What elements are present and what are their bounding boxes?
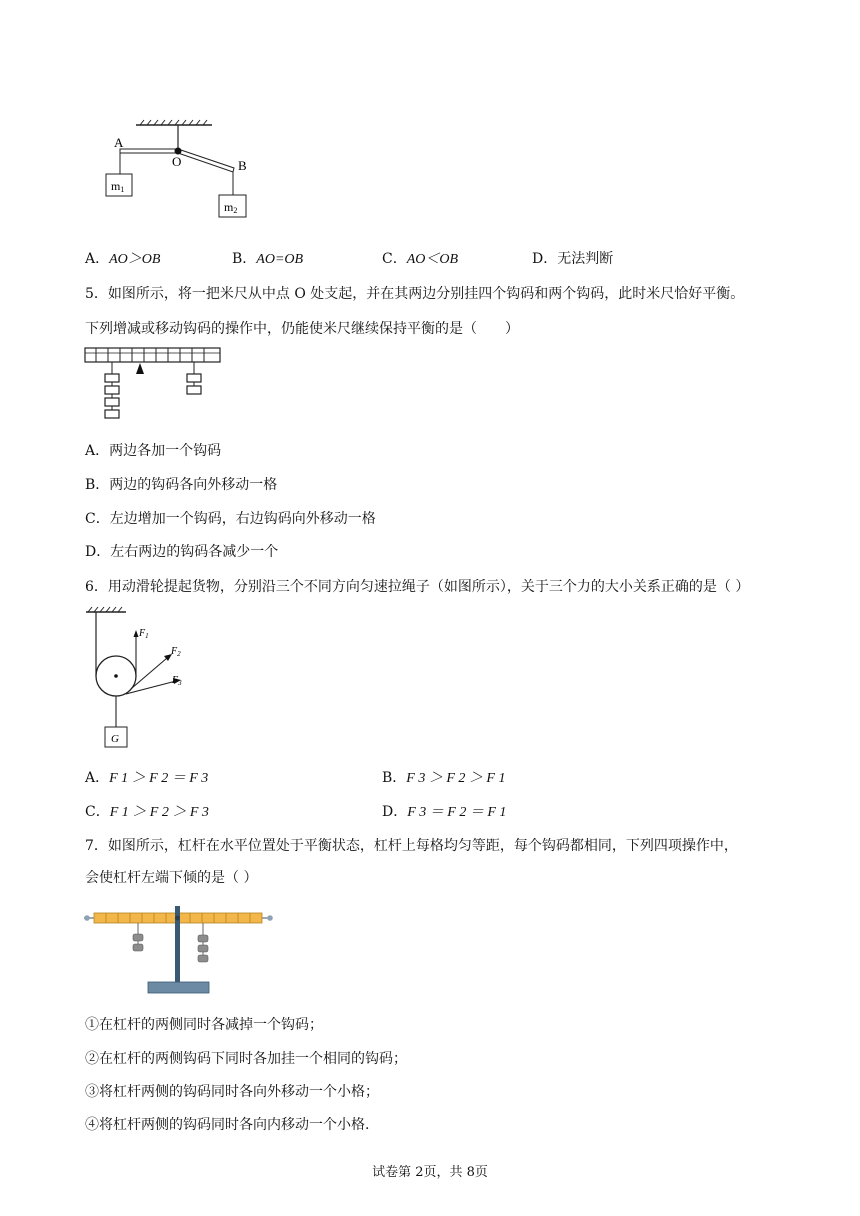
label-f3-sub: 3 xyxy=(178,679,182,687)
svg-text:F3 xyxy=(171,675,182,687)
q6-option-b[interactable]: B．F 3 ＞ F 2 ＞ F 1 xyxy=(382,770,506,786)
q4-lever-figure xyxy=(100,118,260,228)
q4-option-b[interactable]: B．AO=OB xyxy=(232,251,304,267)
label-g: G xyxy=(111,733,119,745)
label-f3: F xyxy=(172,675,179,686)
q7-lever-figure xyxy=(84,904,276,996)
label-f2: F xyxy=(171,646,178,657)
svg-text:F1 xyxy=(138,628,149,640)
q7-stem-line1: 7．如图所示，杠杆在水平位置处于平衡状态，杠杆上每格均匀等距，每个钩码都相同，下列四项操作中， xyxy=(85,838,738,854)
q4-option-a[interactable]: A．AO＞OB xyxy=(85,251,161,267)
q5-stem-line2: 下列增减或移动钩码的操作中，仍能使米尺继续保持平衡的是（ ） xyxy=(85,321,519,337)
q7-item-1: ①在杠杆的两侧同时各减掉一个钩码； xyxy=(85,1017,323,1033)
q6-option-d[interactable]: D．F 3 ＝ F 2 ＝ F 1 xyxy=(382,804,507,820)
q7-item-2: ②在杠杆的两侧钩码下同时各加挂一个相同的钩码； xyxy=(85,1051,407,1067)
q5-option-a[interactable]: A．两边各加一个钩码 xyxy=(85,443,222,459)
svg-text:F2 xyxy=(170,646,181,658)
label-m2-sub: 2 xyxy=(233,206,238,215)
q7-stem-line2: 会使杠杆左端下倾的是（ ） xyxy=(85,870,258,886)
page-footer: 试卷第 2页，共 8页 xyxy=(372,1165,488,1180)
q6-option-c[interactable]: C．F 1 ＞ F 2 ＞ F 3 xyxy=(85,804,209,820)
q4-option-c[interactable]: C．AO＜OB xyxy=(382,251,459,267)
label-m2: m xyxy=(224,200,234,214)
q6-stem: 6．用动滑轮提起货物，分别沿三个不同方向匀速拉绳子（如图所示），关于三个力的大小关系正确的是（ ） xyxy=(85,579,750,595)
label-f2-sub: 2 xyxy=(177,650,181,658)
label-f1-sub: 1 xyxy=(145,632,149,640)
label-m1: m xyxy=(111,179,121,193)
q4-option-d[interactable]: D．无法判断 xyxy=(532,251,614,267)
q5-option-c[interactable]: C．左边增加一个钩码，右边钩码向外移动一格 xyxy=(85,511,376,527)
q5-stem-line1: 5．如图所示，将一把米尺从中点 O 处支起，并在其两边分别挂四个钩码和两个钩码，此时米尺恰好平衡。 xyxy=(85,286,745,302)
q6-pulley-figure xyxy=(84,604,204,752)
q7-item-3: ③将杠杆两侧的钩码同时各向外移动一个小格； xyxy=(85,1084,379,1100)
label-b: B xyxy=(238,158,247,173)
q5-option-d[interactable]: D．左右两边的钩码各减少一个 xyxy=(85,544,279,560)
label-o: O xyxy=(172,154,182,169)
q5-ruler-figure xyxy=(84,344,224,428)
label-a: A xyxy=(114,135,124,150)
q7-item-4: ④将杠杆两侧的钩码同时各向内移动一个小格. xyxy=(85,1117,370,1133)
label-f1: F xyxy=(139,628,146,639)
label-m1-sub: 1 xyxy=(120,185,125,194)
q5-option-b[interactable]: B．两边的钩码各向外移动一格 xyxy=(85,477,278,493)
q6-option-a[interactable]: A．F 1 ＞ F 2 ＝ F 3 xyxy=(85,770,209,786)
